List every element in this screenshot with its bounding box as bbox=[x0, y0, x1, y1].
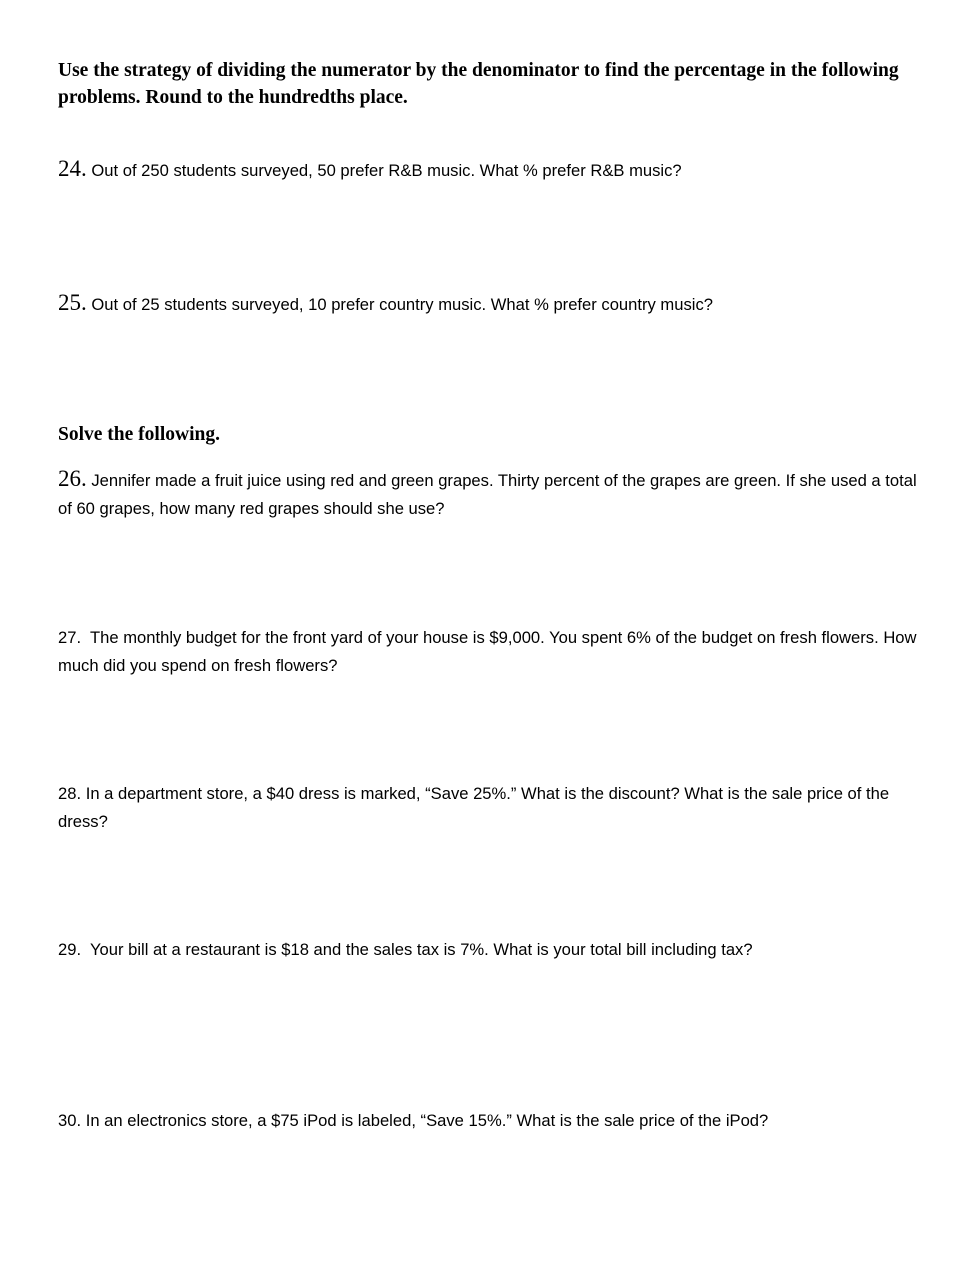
problem-30 bbox=[58, 1107, 920, 1135]
problem-text: In a department store, a $40 dress is marked, “Save 25%.” What is the discount? What is the sale price of the dress? bbox=[58, 784, 890, 831]
problem-text: In an electronics store, a $75 iPod is labeled, “Save 15%.” What is the sale price of the iPod? bbox=[85, 1111, 769, 1130]
problem-text: Out of 250 students surveyed, 50 prefer R&B music. What % prefer R&B music? bbox=[91, 161, 682, 180]
problem-text: The monthly budget for the front yard of your house is $9,000. You spent 6% of the budget on fresh flowers. How much did you spend on fresh flowers? bbox=[58, 628, 917, 675]
problem-25 bbox=[58, 289, 920, 319]
problem-26 bbox=[58, 465, 920, 523]
problem-number: 30. bbox=[58, 1111, 82, 1130]
problem-24 bbox=[58, 155, 920, 185]
problem-28 bbox=[58, 780, 920, 836]
problem-number: 24. bbox=[58, 156, 87, 181]
problem-27 bbox=[58, 624, 920, 680]
problem-number: 25. bbox=[58, 290, 87, 315]
problem-number: 26. bbox=[58, 466, 87, 491]
problem-text: Jennifer made a fruit juice using red and green grapes. Thirty percent of the grapes are green. If she used a total of 60 grapes, how many red grapes should she use? bbox=[58, 471, 917, 518]
section-heading: Solve the following. bbox=[58, 424, 220, 445]
problem-text: Out of 25 students surveyed, 10 prefer country music. What % prefer country music? bbox=[91, 295, 713, 314]
problem-number: 29. bbox=[58, 940, 82, 959]
problem-number: 28. bbox=[58, 784, 82, 803]
problem-29 bbox=[58, 936, 920, 964]
problem-text: Your bill at a restaurant is $18 and the sales tax is 7%. What is your total bill including tax? bbox=[90, 940, 753, 959]
instructions-heading: Use the strategy of dividing the numerator by the denominator to find the percentage in the following problems. Round to the hundredths place. bbox=[58, 60, 899, 108]
problem-number: 27. bbox=[58, 628, 82, 647]
